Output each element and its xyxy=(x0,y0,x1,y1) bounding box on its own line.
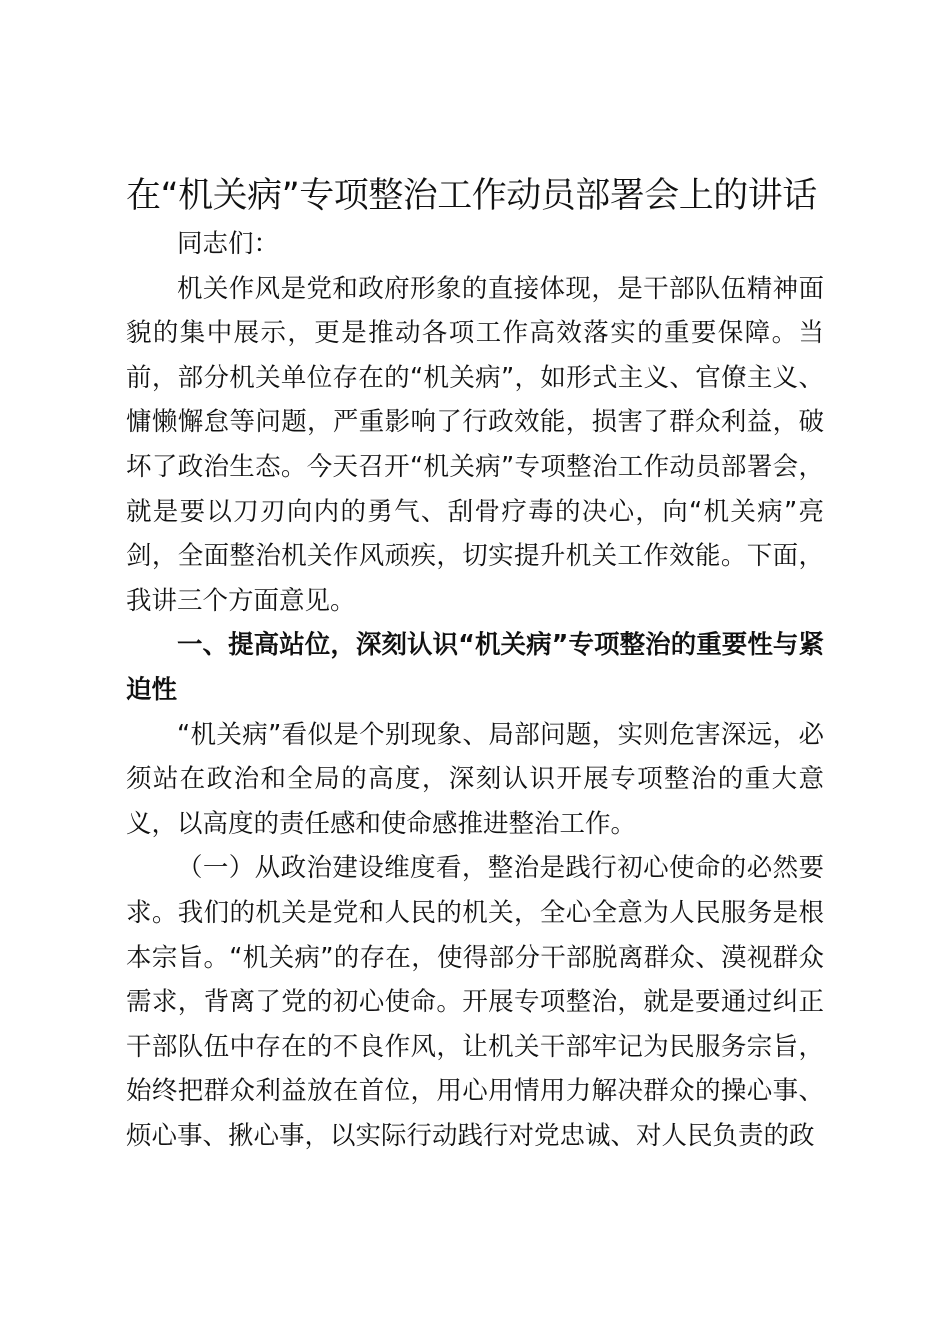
document-title: 在“机关病”专项整治工作动员部署会上的讲话 xyxy=(126,176,817,216)
intro-paragraph: 机关作风是党和政府形象的直接体现，是干部队伍精神面貌的集中展示，更是推动各项工作高效落实的重要保障。当前，部分机关单位存在的“机关病”，如形式主义、官僚主义、慵懒懈怠等问题，严重影响了行政效能，损害了群众利益，破坏了政治生态。今天召开“机关病”专项整治工作动员部署会，就是要以刀刃向内的勇气、刮骨疗毒的决心，向“机关病”亮剑，全面整治机关作风顽疾，切实提升机关工作效能。下面，我讲三个方面意见。 xyxy=(126,273,824,616)
section-1-paragraph: “机关病”看似是个别现象、局部问题，实则危害深远，必须站在政治和全局的高度，深刻认识开展专项整治的重大意义，以高度的责任感和使命感推进整治工作。 xyxy=(126,719,824,839)
salutation: 同志们： xyxy=(177,229,280,259)
section-heading-1: 一、提高站位，深刻认识“机关病”专项整治的重要性与紧迫性 xyxy=(126,630,824,705)
subsection-1-paragraph: （一）从政治建设维度看，整治是践行初心使命的必然要求。我们的机关是党和人民的机关，全心全意为人民服务是根本宗旨。“机关病”的存在，使得部分干部脱离群众、漠视群众需求，背离了党的初心使命。开展专项整治，就是要通过纠正干部队伍中存在的不良作风，让机关干部牢记为民服务宗旨，始终把群众利益放在首位，用心用情用力解决群众的操心事、烦心事、揪心事，以实际行动践行对党忠诚、对人民负责的政 xyxy=(126,853,824,1151)
document-body xyxy=(126,222,824,1158)
